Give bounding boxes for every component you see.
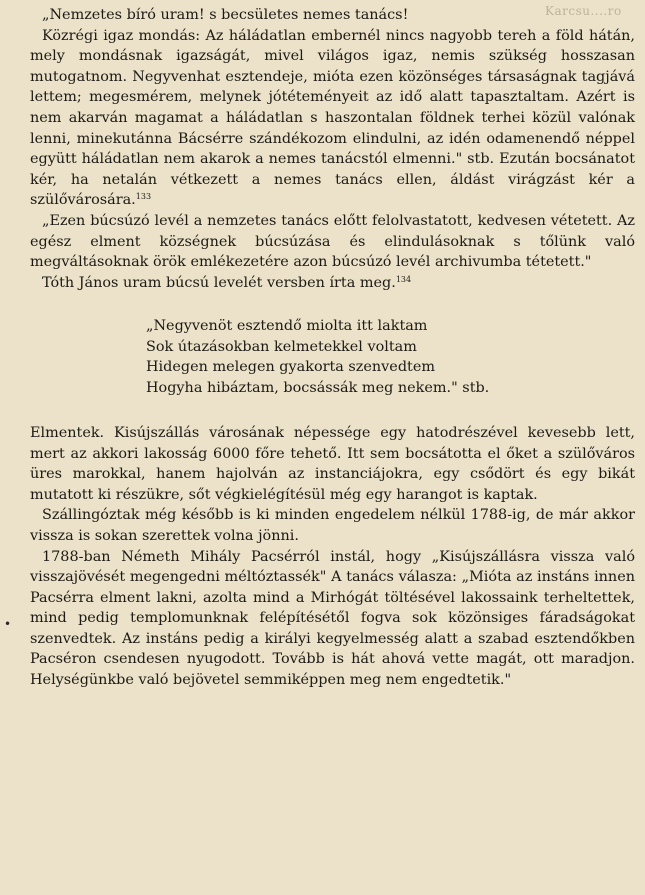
later-emigration-paragraph: Szállingóztak még később is ki minden engedelem nélkül 1788-ig, de már akkor vissza is sokan szerettek volna jönni. — [30, 507, 635, 544]
poem-intro: Tóth János uram búcsú levelét versben írta meg.$^{134}$ — [42, 274, 412, 291]
body-text-top — [30, 5, 635, 293]
poem-line: Hidegen melegen gyakorta szenvedtem — [146, 359, 435, 376]
poem-line: „Negyvenöt esztendő miolta itt laktam — [146, 318, 428, 335]
council-paragraph: „Ezen búcsúzó levél a nemzetes tanács előtt felolvastatott, kedvesen vétetett. Az egész elment községnek búcsúzása és elindulásoknak s tőlünk való megváltásoknak örök emlékezetére azon búcsúzó levél archivumba tétetett." — [30, 212, 635, 271]
footnote-ref: 134 — [395, 274, 412, 284]
salutation: „Nemzetes bíró uram! s becsületes nemes tanács! — [42, 7, 409, 23]
letter-paragraph: Közrégi igaz mondás: Az háládatlan embernél nincs nagyobb tereh a föld hátán, mely mondásnak igazságát, mivel világos igaz, nemis szükség hosszasan mutogatnom. Negyvenhat esztendeje, mióta ezen közönséges társaságnak tagjává lettem; megesmérem, melynek jótéteményeit az idő alatt tapasztaltam. Azért is nem akarván magamat a háládatlan s haszontalan földnek terhei közül valónak lenni, minekutánna Bácsérre szándékozom elindulni, az idén odamenendő néppel együtt háládatlan nem akarok a nemes tanácstól elmenni." stb. Ezután bocsánatot kér, ha netalán vétkezett a nemes tanács ellen, áldást virágzást kér a szülővárosára.$^{133}$ — [30, 27, 635, 209]
petition-paragraph: 1788-ban Németh Mihály Pacsérról instál, hogy „Kisújszállásra vissza való visszajövését megengedni méltóztassék" A tanács válasza: „Mióta az instáns innen Pacsérra elment lakni, azolta mind a Mirhógát töltésével lakossaink terheltettek, mind pedig templomunknak felépítésétől fogva sok közönsiges fáradságokat szenvedtek. Az instáns pedig a királyi kegyelmesség alatt a szabad esztendőkben Pacséron csendesen nyugodott. Tovább is hát ahová vette magát, ott maradjon. Helységünkbe való bejövetel semmiképpen meg nem engedtetik." — [30, 548, 635, 689]
poem-line: Sok útazásokban kelmetekkel voltam — [146, 338, 417, 355]
margin-mark: • — [4, 617, 12, 631]
footnote-ref: 133 — [135, 192, 152, 202]
poem-line: Hogyha hibáztam, bocsássák meg nekem." stb. — [146, 379, 490, 396]
poem-block — [146, 316, 635, 398]
departure-paragraph: Elmentek. Kisújszállás városának népessége egy hatodrészével kevesebb lett, mert az akkori lakosság 6000 főre tehető. Itt sem bocsátotta el őket a szülőváros üres marokkal, hanem hajolván az instanciájokra, egy csődört és egy bikát mutatott ki részükre, sőt végkielégítésül még egy harangot is kaptak. — [30, 424, 635, 503]
body-text-bottom — [30, 423, 635, 691]
bleed-through-header: Karcsu....ro — [545, 4, 622, 18]
